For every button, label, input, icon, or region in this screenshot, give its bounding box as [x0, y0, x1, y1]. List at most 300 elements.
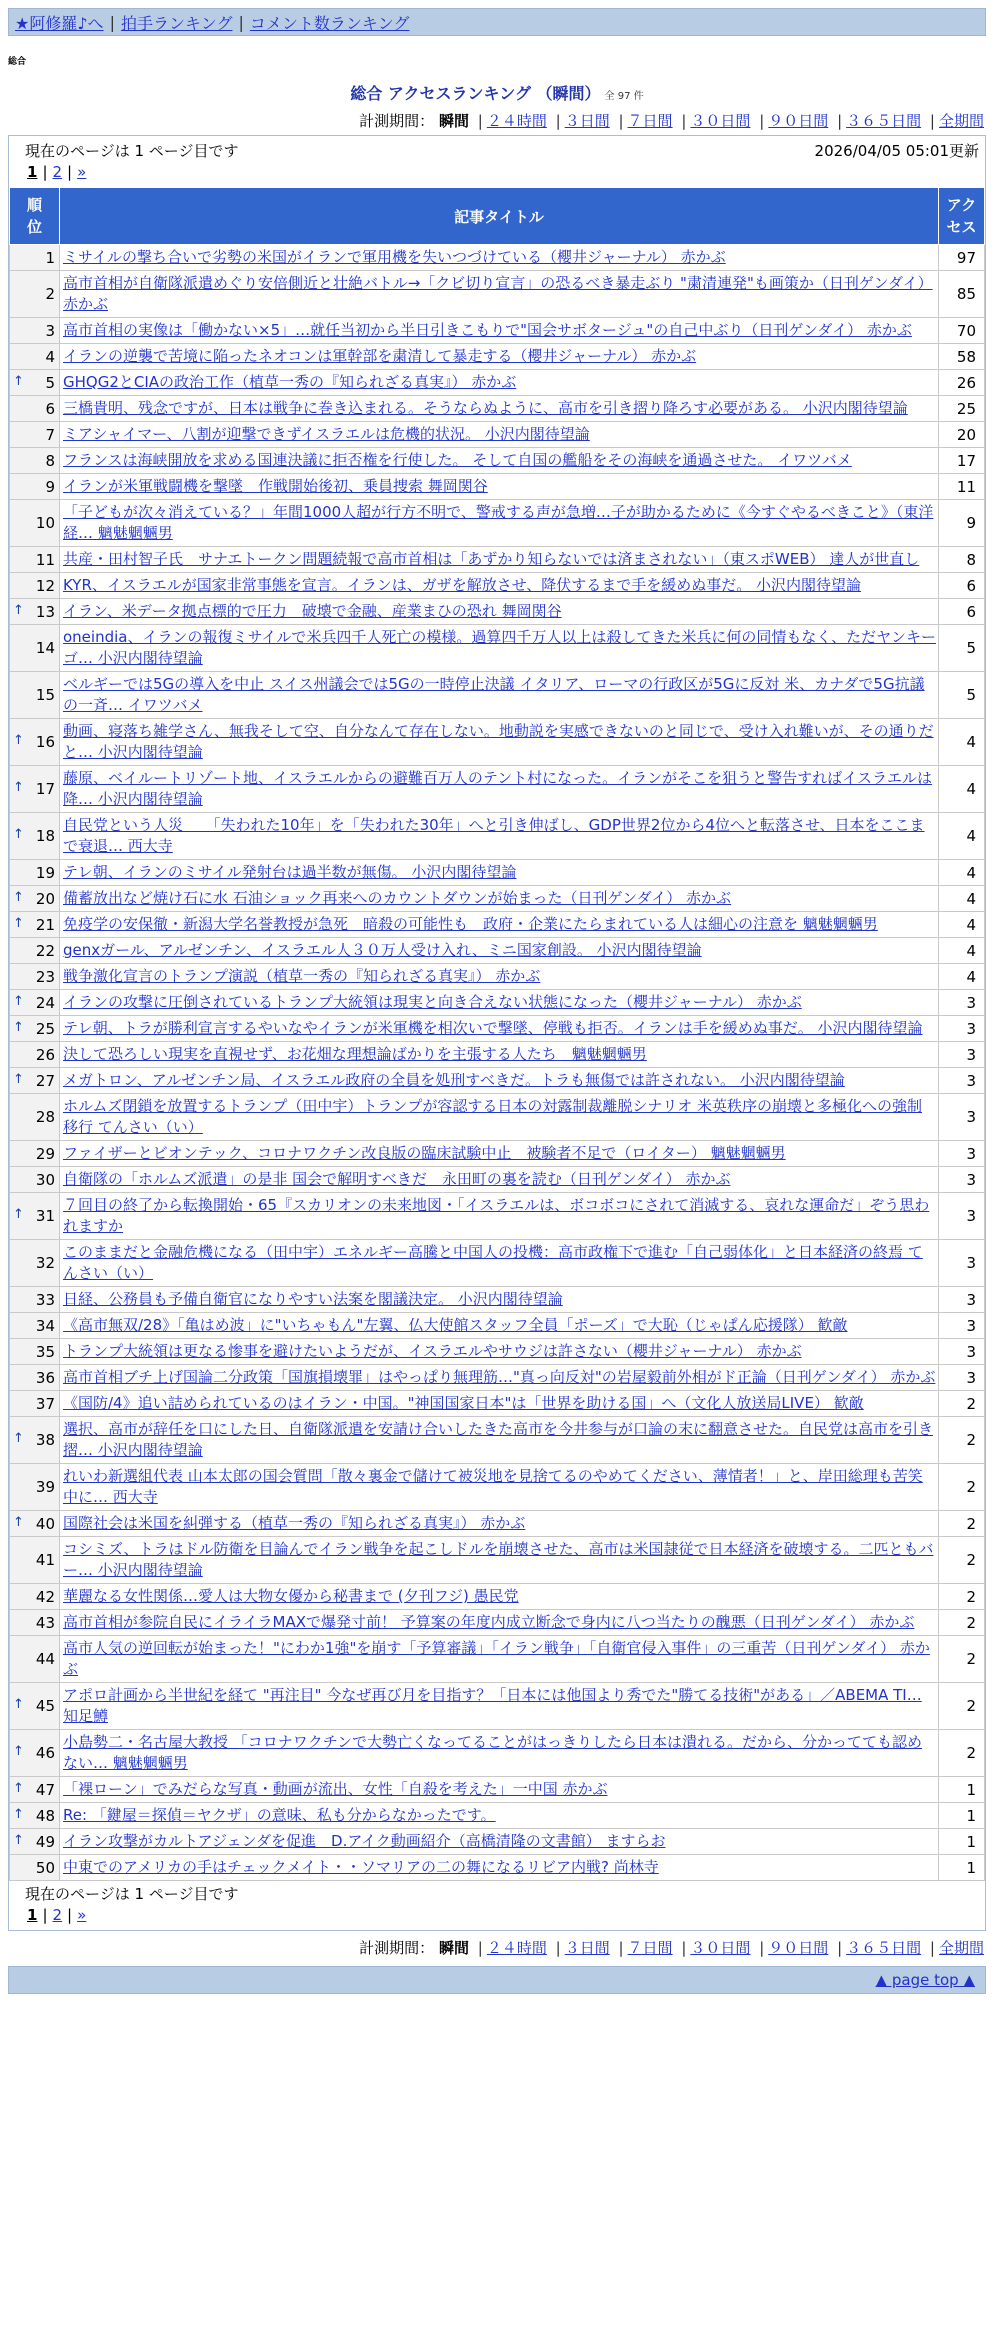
rank-number: 40 [35, 1514, 55, 1533]
nav-link-comment-ranking[interactable]: コメント数ランキング [249, 13, 410, 33]
period-link-3d[interactable]: ３日間 [564, 112, 610, 130]
article-title-link[interactable]: 華麗なる女性関係…愛人は大物女優から秘書まで (夕刊フジ) 愚民党 [63, 1587, 519, 1605]
rank-cell [10, 1167, 60, 1193]
rank-up-arrow-icon: ↑ [13, 1697, 24, 1712]
rank-up-arrow-icon: ↑ [13, 1744, 24, 1759]
access-count: 6 [939, 573, 985, 599]
pager-page-2[interactable]: 2 [52, 163, 63, 181]
top-nav-bar [8, 8, 986, 36]
article-title-link[interactable]: oneindia、イランの報復ミサイルで米兵四千人死亡の模様。過算四千万人以上は殺してきた米兵に何の同情もなく、ただヤンキーゴ… 小沢内閣待望論 [63, 628, 936, 667]
title-cell [60, 964, 939, 990]
table-row [10, 1855, 985, 1881]
table-row [10, 370, 985, 396]
rank-cell [10, 370, 60, 396]
article-title-link[interactable]: 高市首相の実像は「働かない×5」…就任当初から半日引きこもりで"国会サボタージュ"の自己中ぶり（日刊ゲンダイ） 赤かぶ [63, 321, 912, 339]
table-row [10, 1339, 985, 1365]
period-link-24h[interactable]: ２４時間 [486, 112, 547, 130]
article-title-link[interactable]: 高市首相が自衛隊派遣めぐり安倍側近と壮絶バトル→「クビ切り宣言」の恐るべき暴走ぶり "粛清連発"も画策か（日刊ゲンダイ） 赤かぶ [63, 274, 933, 313]
article-title-link[interactable]: KYR、イスラエルが国家非常事態を宣言。イランは、ガザを解放させ、降伏するまで手を緩めぬ事だ。 小沢内閣待望論 [63, 576, 862, 594]
title-cell [60, 1068, 939, 1094]
rank-cell [10, 500, 60, 547]
access-count: 25 [939, 396, 985, 422]
rank-number: 48 [35, 1806, 55, 1825]
rank-cell [10, 1803, 60, 1829]
rank-cell [10, 813, 60, 860]
article-title-link[interactable]: イランの攻撃に圧倒されているトランプ大統領は現実と向き合えない状態になった（櫻井ジャーナル） 赤かぶ [63, 993, 802, 1011]
rank-cell [10, 271, 60, 318]
page-title [0, 81, 994, 104]
article-title-link[interactable]: 選択、高市が辞任を口にした日、自衛隊派遣を安請け合いしたきた高市を今井参与が口論の末に翻意させた。自民党は高市を引き摺… 小沢内閣待望論 [63, 1420, 934, 1459]
article-title-link[interactable]: 藤原、ベイルートリゾート地、イスラエルからの避難百万人のテント村になった。イランがそこを狙うと警告すればイスラエルは降… 小沢内閣待望論 [63, 769, 932, 808]
article-title-link[interactable]: 《国防/4》追い詰められているのはイラン・中国。"神国国家日本"は「世界を助ける国」へ（文化人放送局LIVE） 歓敵 [63, 1394, 864, 1412]
rank-cell [10, 344, 60, 370]
nav-link-applause-ranking[interactable]: 拍手ランキング [120, 13, 233, 33]
table-row [10, 719, 985, 766]
article-title-link[interactable]: 動画、寝落ち雑学さん、無我そして空、自分なんて存在しない。地動説を実感できないのと同じで、受け入れ難いが、その通りだと… 小沢内閣待望論 [63, 722, 934, 761]
period-label: 計測期間： [359, 112, 435, 130]
period-link-7d[interactable]: ７日間 [627, 112, 673, 130]
pager-next-arrow[interactable]: » [77, 1906, 87, 1924]
rank-cell [10, 1391, 60, 1417]
title-cell [60, 318, 939, 344]
rank-cell [10, 1855, 60, 1881]
table-row [10, 1313, 985, 1339]
rank-number: 21 [35, 915, 55, 934]
table-row [10, 625, 985, 672]
header-access: アクセス [939, 188, 985, 245]
table-row [10, 1240, 985, 1287]
article-title-link[interactable]: Re: 「鍵屋＝探偵＝ヤクザ」の意味、私も分からなかったです。 [63, 1806, 496, 1824]
rank-cell [10, 938, 60, 964]
rank-up-arrow-icon: ↑ [13, 889, 24, 905]
rank-up-arrow-icon: ↑ [13, 1431, 24, 1446]
rank-number: 9 [45, 477, 55, 496]
title-cell [60, 599, 939, 625]
title-cell [60, 990, 939, 1016]
rank-number: 42 [35, 1587, 55, 1606]
article-title-link[interactable]: 《高市無双/28》「亀はめ波」に"いちゃもん"左翼、仏大使館スタッフ全員「ポーズ」で大恥（じゃぱん応援隊） 歓敵 [63, 1316, 848, 1334]
page-top-link[interactable]: ▲ page top ▲ [875, 1971, 975, 1989]
article-title-link[interactable]: イラン、米データ拠点標的で圧力 破壊で金融、産業まひの恐れ 舞岡関谷 [63, 602, 562, 620]
rank-number: 19 [35, 863, 55, 882]
rank-number: 8 [45, 451, 55, 470]
access-count: 2 [939, 1511, 985, 1537]
period-link-90d[interactable]: ９０日間 [768, 112, 829, 130]
rank-number: 7 [45, 425, 55, 444]
table-row [10, 1391, 985, 1417]
period-link-365d[interactable]: ３６５日間 [846, 1939, 922, 1957]
rank-cell [10, 1636, 60, 1683]
rank-number: 36 [35, 1368, 55, 1387]
article-title-link[interactable]: 高市首相ブチ上げ国論二分政策「国旗損壊罪」はやっぱり無理筋…"真っ向反対"の岩屋毅前外相がド正論（日刊ゲンダイ） 赤かぶ [63, 1368, 936, 1386]
table-row [10, 1829, 985, 1855]
period-selector-bottom: 計測期間： 瞬間 | ２４時間 | ３日間 | ７日間 | ３０日間 | ９０日間 | ３６５日間 | 全期間 [359, 1939, 984, 1957]
rank-number: 41 [35, 1551, 55, 1569]
ranking-panel [8, 135, 986, 1931]
access-count: 3 [939, 1042, 985, 1068]
article-title-link[interactable]: イラン攻撃がカルトアジェンダを促進 D.アイク動画紹介（高橋清隆の文書館） ますらお [63, 1832, 666, 1850]
period-link-24h[interactable]: ２４時間 [486, 1939, 547, 1957]
title-cell [60, 860, 939, 886]
access-count: 4 [939, 813, 985, 860]
table-row [10, 1365, 985, 1391]
rank-number: 22 [35, 941, 55, 960]
table-row [10, 1193, 985, 1240]
access-count: 3 [939, 1339, 985, 1365]
access-count: 2 [939, 1584, 985, 1610]
pagination-bottom: 1 | 2 | » [27, 1906, 87, 1924]
current-page-text: 現在のページは 1 ページ目です [25, 142, 239, 160]
title-cell [60, 1636, 939, 1683]
title-cell [60, 938, 939, 964]
nav-separator: | [238, 12, 244, 32]
access-count: 3 [939, 1167, 985, 1193]
pager-next-arrow[interactable]: » [77, 163, 87, 181]
rank-cell [10, 1777, 60, 1803]
rank-number: 18 [35, 827, 55, 845]
title-cell [60, 886, 939, 912]
title-cell [60, 396, 939, 422]
article-title-link[interactable]: ７回目の終了から転換開始・65『スカリオンの未来地図・「イスラエルは、ボコボコにされて消滅する、哀れな運命だ」ぞう思われますか [63, 1196, 930, 1235]
period-link-7d[interactable]: ７日間 [627, 1939, 673, 1957]
nav-link-asyura-home[interactable]: ★阿修羅♪へ [15, 13, 104, 33]
title-cell [60, 1287, 939, 1313]
title-cell [60, 1610, 939, 1636]
access-count: 3 [939, 1016, 985, 1042]
access-count: 1 [939, 1855, 985, 1881]
table-row [10, 1803, 985, 1829]
rank-up-arrow-icon: ↑ [13, 602, 24, 618]
access-count: 9 [939, 500, 985, 547]
title-cell [60, 912, 939, 938]
access-count: 2 [939, 1417, 985, 1464]
table-row [10, 396, 985, 422]
article-title-link[interactable]: フランスは海峡開放を求める国連決議に拒否権を行使した。 そして自国の艦船をその海峡を通過させた。 イワツバメ [63, 451, 852, 469]
updated-timestamp: 2026/04/05 05:01更新 [814, 142, 979, 160]
title-cell [60, 547, 939, 573]
access-count: 4 [939, 938, 985, 964]
rank-cell [10, 1365, 60, 1391]
title-cell [60, 1365, 939, 1391]
ranking-table-body [10, 245, 985, 1881]
access-count: 4 [939, 912, 985, 938]
access-count: 3 [939, 1287, 985, 1313]
rank-up-arrow-icon: ↑ [13, 1019, 24, 1035]
table-row [10, 1636, 985, 1683]
rank-number: 13 [35, 602, 55, 621]
footer-bar [8, 1966, 986, 1994]
title-cell [60, 719, 939, 766]
rank-number: 49 [35, 1832, 55, 1851]
rank-number: 24 [35, 993, 55, 1012]
rank-cell [10, 1094, 60, 1141]
period-link-365d[interactable]: ３６５日間 [846, 112, 922, 130]
access-count: 4 [939, 860, 985, 886]
rank-cell [10, 1193, 60, 1240]
period-link-90d[interactable]: ９０日間 [768, 1939, 829, 1957]
rank-number: 25 [35, 1019, 55, 1038]
table-row [10, 1730, 985, 1777]
table-row [10, 813, 985, 860]
title-cell [60, 1829, 939, 1855]
category-label: 総合 [8, 57, 27, 67]
table-row [10, 766, 985, 813]
article-title-link[interactable]: ファイザーとビオンテック、コロナワクチン改良版の臨床試験中止 被験者不足で（ロイター） 魑魅魍魎男 [63, 1144, 786, 1162]
access-count: 26 [939, 370, 985, 396]
title-cell [60, 344, 939, 370]
rank-cell [10, 1287, 60, 1313]
rank-up-arrow-icon: ↑ [13, 1832, 24, 1848]
access-count: 5 [939, 672, 985, 719]
table-header-row [10, 188, 985, 245]
table-row [10, 271, 985, 318]
rank-number: 5 [45, 373, 55, 392]
period-link-3d[interactable]: ３日間 [564, 1939, 610, 1957]
access-count: 4 [939, 766, 985, 813]
rank-cell [10, 1339, 60, 1365]
title-cell [60, 766, 939, 813]
article-title-link[interactable]: れいわ新選組代表 山本太郎の国会質問「散々裏金で儲けて被災地を見捨てるのやめてください、薄情者！」と、岸田総理も苦笑中に… 西大寺 [63, 1467, 923, 1506]
table-row [10, 1464, 985, 1511]
rank-number: 11 [35, 550, 55, 569]
rank-up-arrow-icon: ↑ [13, 993, 24, 1009]
article-title-link[interactable]: 中東でのアメリカの手はチェックメイト・・ソマリアの二の舞になるリビア内戦? 尚林寺 [63, 1858, 659, 1876]
access-count: 2 [939, 1730, 985, 1777]
table-row [10, 1167, 985, 1193]
access-count: 5 [939, 625, 985, 672]
rank-number: 15 [35, 686, 55, 704]
article-title-link[interactable]: ベルギーでは5Gの導入を中止 スイス州議会では5Gの一時停止決議 イタリア、ローマの行政区が5Gに反対 米、カナダで5G抗議の一斉… イワツバメ [63, 675, 925, 714]
access-count: 1 [939, 1803, 985, 1829]
article-title-link[interactable]: 三橋貴明、残念ですが、日本は戦争に巻き込まれる。そうならぬように、高市を引き摺り降ろす必要がある。 小沢内閣待望論 [63, 399, 908, 417]
table-row [10, 1068, 985, 1094]
title-cell [60, 1240, 939, 1287]
article-title-link[interactable]: テレ朝、イランのミサイル発射台は過半数が無傷。 小沢内閣待望論 [63, 863, 517, 881]
period-selector-top: 計測期間： 瞬間 | ２４時間 | ３日間 | ７日間 | ３０日間 | ９０日間 | ３６５日間 | 全期間 [359, 112, 984, 130]
access-count: 3 [939, 1240, 985, 1287]
rank-number: 30 [35, 1170, 55, 1189]
page-info-bottom [9, 1881, 985, 1904]
article-title-link[interactable]: 国際社会は米国を糾弾する（植草一秀の『知られざる真実』） 赤かぶ [63, 1514, 526, 1532]
rank-cell [10, 1464, 60, 1511]
article-title-link[interactable]: 備蓄放出など焼け石に水 石油ショック再来へのカウントダウンが始まった（日刊ゲンダイ） 赤かぶ [63, 889, 732, 907]
article-title-link[interactable]: トランプ大統領は更なる惨事を避けたいようだが、イスラエルやサウジは許さない（櫻井ジャーナル） 赤かぶ [63, 1342, 802, 1360]
article-title-link[interactable]: 自民党という人災 「失われた10年」を「失われた30年」へと引き伸ばし、GDP世界2位から4位へと転落させ、日本をここまで衰退… 西大寺 [63, 816, 925, 855]
rank-up-arrow-icon: ↑ [13, 827, 24, 842]
rank-cell [10, 886, 60, 912]
rank-up-arrow-icon: ↑ [13, 1071, 24, 1087]
article-title-link[interactable]: イランが米軍戦闘機を撃墜 作戦開始後初、乗員捜索 舞岡関谷 [63, 477, 488, 495]
access-count: 4 [939, 719, 985, 766]
rank-up-arrow-icon: ↑ [13, 780, 24, 795]
rank-cell [10, 1042, 60, 1068]
pager-current-page: 1 [27, 1906, 38, 1924]
rank-cell [10, 1829, 60, 1855]
rank-cell [10, 1584, 60, 1610]
rank-number: 17 [35, 780, 55, 798]
article-title-link[interactable]: GHQG2とCIAの政治工作（植草一秀の『知られざる真実』） 赤かぶ [63, 373, 517, 391]
period-link-all[interactable]: 全期間 [938, 1939, 984, 1957]
title-cell [60, 1855, 939, 1881]
table-row [10, 500, 985, 547]
rank-up-arrow-icon: ↑ [13, 1806, 24, 1822]
access-count: 3 [939, 1313, 985, 1339]
rank-up-arrow-icon: ↑ [13, 733, 24, 748]
rank-number: 23 [35, 967, 55, 986]
title-cell [60, 1167, 939, 1193]
rank-cell [10, 1511, 60, 1537]
article-title-link[interactable]: 日経、公務員も予備自衛官になりやすい法案を閣議決定。 小沢内閣待望論 [63, 1290, 563, 1308]
article-title-link[interactable]: 高市首相が参院自民にイライラMAXで爆発寸前！ 予算案の年度内成立断念で身内に八つ当たりの醜悪（日刊ゲンダイ） 赤かぶ [63, 1613, 915, 1631]
table-row [10, 547, 985, 573]
access-count: 2 [939, 1537, 985, 1584]
header-title: 記事タイトル [60, 188, 939, 245]
access-count: 1 [939, 1777, 985, 1803]
title-cell [60, 1537, 939, 1584]
rank-cell [10, 912, 60, 938]
table-row [10, 573, 985, 599]
title-cell [60, 1042, 939, 1068]
period-label: 計測期間： [359, 1939, 435, 1957]
article-title-link[interactable]: 小島勢二・名古屋大教授 「コロナワクチンで大勢亡くなってることがはっきりしたら日本は潰れる。だから、分かってても認めない… 魑魅魍魎男 [63, 1733, 923, 1772]
rank-number: 32 [35, 1254, 55, 1272]
article-title-link[interactable]: 戦争激化宣言のトランプ演説（植草一秀の『知られざる真実』） 赤かぶ [63, 967, 541, 985]
title-cell [60, 448, 939, 474]
rank-cell [10, 1016, 60, 1042]
pagination-top: 1 | 2 | » [27, 163, 87, 181]
period-link-all[interactable]: 全期間 [938, 112, 984, 130]
title-cell [60, 813, 939, 860]
table-row [10, 318, 985, 344]
rank-number: 35 [35, 1342, 55, 1361]
article-title-link[interactable]: イランの逆襲で苦境に陥ったネオコンは軍幹部を粛清して暴走する（櫻井ジャーナル） 赤かぶ [63, 347, 697, 365]
article-title-link[interactable]: 免疫学の安保徹・新潟大学名誉教授が急死 暗殺の可能性も 政府・企業にたらまれている人は細心の注意を 魑魅魍魎男 [63, 915, 878, 933]
article-title-link[interactable]: 自衛隊の「ホルムズ派遣」の是非 国会で解明すべきだ 永田町の裏を読む（日刊ゲンダイ） 赤かぶ [63, 1170, 731, 1188]
rank-cell [10, 573, 60, 599]
rank-cell [10, 766, 60, 813]
rank-cell [10, 318, 60, 344]
table-row [10, 599, 985, 625]
rank-cell [10, 1537, 60, 1584]
title-cell [60, 1417, 939, 1464]
rank-number: 29 [35, 1144, 55, 1163]
rank-number: 46 [35, 1744, 55, 1762]
rank-number: 2 [45, 285, 55, 303]
article-title-link[interactable]: 共産・田村智子氏 サナエトークン問題続報で高市首相は「あずかり知らないでは済まされない」（東スポWEB） 達人が世直し [63, 550, 920, 568]
rank-number: 37 [35, 1394, 55, 1413]
rank-cell [10, 448, 60, 474]
table-row [10, 1417, 985, 1464]
access-count: 2 [939, 1610, 985, 1636]
access-count: 3 [939, 1068, 985, 1094]
period-current: 瞬間 [438, 112, 469, 130]
article-title-link[interactable]: 決して恐ろしい現実を直視せず、お花畑な理想論ばかりを主張する人たち 魑魅魍魎男 [63, 1045, 647, 1063]
access-count: 8 [939, 547, 985, 573]
title-cell [60, 672, 939, 719]
period-link-30d[interactable]: ３０日間 [690, 112, 751, 130]
access-count: 85 [939, 271, 985, 318]
access-count: 4 [939, 886, 985, 912]
rank-number: 6 [45, 399, 55, 418]
rank-number: 3 [45, 321, 55, 340]
rank-up-arrow-icon: ↑ [13, 1207, 24, 1222]
page-info-top [9, 136, 985, 161]
rank-number: 34 [35, 1316, 55, 1335]
title-cell [60, 500, 939, 547]
article-title-link[interactable]: 「裸ローン」でみだらな写真・動画が流出、女性「自殺を考えた」一中国 赤かぶ [63, 1780, 608, 1798]
access-count: 6 [939, 599, 985, 625]
rank-number: 45 [35, 1697, 55, 1715]
table-row [10, 1042, 985, 1068]
table-row [10, 938, 985, 964]
title-cell [60, 1777, 939, 1803]
table-row [10, 912, 985, 938]
current-page-text: 現在のページは 1 ページ目です [25, 1885, 239, 1903]
article-title-link[interactable]: 高市人気の逆回転が始まった！"にわか1強"を崩す「予算審議」「イラン戦争」「自衛官侵入事件」の三重苦（日刊ゲンダイ） 赤かぶ [63, 1639, 930, 1678]
rank-number: 14 [35, 639, 55, 657]
article-title-link[interactable]: このままだと金融危機になる（田中宇）エネルギー高騰と中国人の投機：高市政権下で進む「自己弱体化」と日本経済の終焉 てんさい（い） [63, 1243, 923, 1282]
rank-cell [10, 547, 60, 573]
article-title-link[interactable]: メガトロン、アルゼンチン局、イスラエル政府の全員を処刑すべきだ。トラも無傷では許されない。 小沢内閣待望論 [63, 1071, 845, 1089]
table-row [10, 1610, 985, 1636]
article-title-link[interactable]: ホルムズ閉鎖を放置するトランプ（田中宇）トランプが容認する日本の対露制裁離脱シナリオ 米英秩序の崩壊と多極化への強制移行 てんさい（い） [63, 1097, 923, 1136]
item-count: 全 97 件 [604, 91, 644, 102]
table-row [10, 1094, 985, 1141]
header-rank: 順位 [10, 188, 60, 245]
title-cell [60, 1391, 939, 1417]
table-row [10, 1537, 985, 1584]
title-cell [60, 370, 939, 396]
rank-number: 1 [45, 248, 55, 267]
article-title-link[interactable]: ミアシャイマー、八割が迎撃できずイスラエルは危機的状況。 小沢内閣待望論 [63, 425, 590, 443]
rank-up-arrow-icon: ↑ [13, 1514, 24, 1530]
rank-cell [10, 599, 60, 625]
rank-number: 26 [35, 1045, 55, 1064]
access-count: 1 [939, 1829, 985, 1855]
title-cell [60, 271, 939, 318]
rank-number: 39 [35, 1478, 55, 1496]
article-title-link[interactable]: コシミズ、トラはドル防衛を目論んでイラン戦争を起こしドルを崩壊させた、高市は米国隷従で日本経済を破壊する。二匹ともバー… 小沢内閣待望論 [63, 1540, 934, 1579]
title-cell [60, 625, 939, 672]
period-link-30d[interactable]: ３０日間 [690, 1939, 751, 1957]
rank-cell [10, 672, 60, 719]
access-count: 20 [939, 422, 985, 448]
title-cell [60, 1339, 939, 1365]
rank-cell [10, 1730, 60, 1777]
pager-page-2[interactable]: 2 [52, 1906, 63, 1924]
table-row [10, 1016, 985, 1042]
article-title-link[interactable]: テレ朝、トラが勝利宣言するやいなやイランが米軍機を相次いで撃墜、停戦も拒否。イランは手を緩めぬ事だ。 小沢内閣待望論 [63, 1019, 923, 1037]
rank-number: 47 [35, 1780, 55, 1799]
rank-number: 33 [35, 1290, 55, 1309]
access-count: 2 [939, 1464, 985, 1511]
article-title-link[interactable]: 「子どもが次々消えている？」年間1000人超が行方不明で、警戒する声が急増…子が助かるために《今すぐやるべきこと》（東洋経… 魑魅魍魎男 [63, 503, 934, 542]
pager-current-page: 1 [27, 163, 38, 181]
title-cell [60, 1683, 939, 1730]
table-row [10, 422, 985, 448]
table-row [10, 1777, 985, 1803]
article-title-link[interactable]: ミサイルの撃ち合いで劣勢の米国がイランで軍用機を失いつづけている（櫻井ジャーナル） 赤かぶ [63, 248, 726, 266]
article-title-link[interactable]: アポロ計画から半世紀を経て "再注目" 今なぜ再び月を目指す？「日本には他国より秀でた"勝てる技術"がある」／ABEMA TI… 知足鱒 [63, 1686, 922, 1725]
access-count: 3 [939, 1094, 985, 1141]
table-row [10, 1287, 985, 1313]
access-count: 70 [939, 318, 985, 344]
table-row [10, 672, 985, 719]
table-row [10, 964, 985, 990]
table-row [10, 474, 985, 500]
article-title-link[interactable]: genxガール、アルゼンチン、イスラエル人３０万人受け入れ、ミニ国家創設。 小沢内閣待望論 [63, 941, 702, 959]
rank-up-arrow-icon: ↑ [13, 1780, 24, 1796]
